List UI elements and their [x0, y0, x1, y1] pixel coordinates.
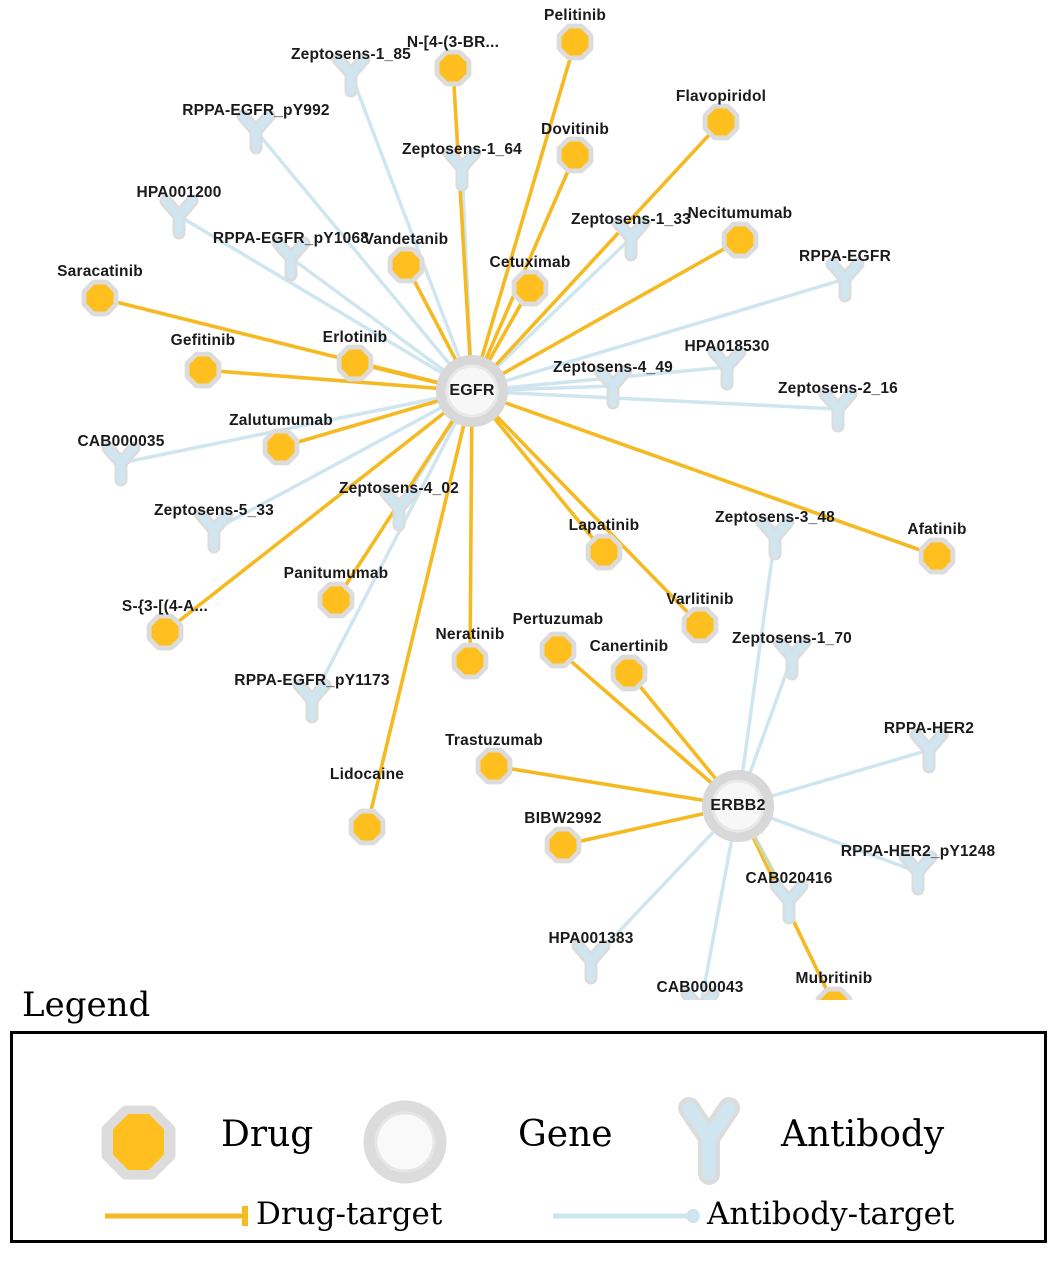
drug-label: Erlotinib — [322, 329, 388, 346]
antibody-label: RPPA-HER2_pY1248 — [840, 843, 996, 860]
antibody-label: HPA001383 — [548, 930, 634, 947]
legend-antibody-icon — [689, 1108, 729, 1174]
drug-node-shape — [551, 833, 575, 857]
drug-label: Cetuximab — [489, 254, 571, 271]
drug-node[interactable] — [561, 28, 589, 56]
drug-label: Vandetanib — [363, 231, 449, 248]
drug-target-edge — [367, 391, 472, 827]
drug-target-edge — [453, 68, 472, 391]
antibody-label: CAB020416 — [745, 870, 833, 887]
drug-node[interactable] — [923, 542, 951, 570]
drug-target-edge — [472, 391, 700, 625]
drug-label: Neratinib — [435, 626, 505, 643]
drug-label: Dovitinib — [540, 121, 610, 138]
drug-node-shape — [518, 276, 542, 300]
drug-label: Pelitinib — [543, 7, 607, 24]
drug-node-shape — [394, 253, 418, 277]
antibody-label: RPPA-EGFR — [799, 248, 891, 265]
legend-label-drug: Drug — [221, 1114, 314, 1155]
antibody-label: Zeptosens-4_02 — [339, 480, 459, 497]
legend-drug-icon — [108, 1112, 169, 1173]
drug-node[interactable] — [615, 659, 643, 687]
drug-node[interactable] — [341, 349, 369, 377]
drug-node[interactable] — [516, 274, 544, 302]
drug-node[interactable] — [322, 586, 350, 614]
drug-node-shape — [563, 30, 587, 54]
drug-label: Lapatinib — [568, 517, 640, 534]
legend-antibody-edge-sample — [553, 1209, 700, 1223]
drug-node[interactable] — [267, 433, 295, 461]
legend-title: Legend — [22, 985, 151, 1025]
antibody-node[interactable] — [108, 448, 134, 480]
drug-label: Pertuzumab — [512, 611, 604, 628]
drug-node[interactable] — [456, 647, 484, 675]
gene-label: EGFR — [449, 382, 495, 399]
drug-node-shape — [617, 661, 641, 685]
drug-node-shape — [441, 56, 465, 80]
gene-label: ERBB2 — [710, 797, 766, 814]
drug-label: Trastuzumab — [445, 732, 543, 749]
drug-node-shape — [925, 544, 949, 568]
antibody-target-edge — [312, 391, 472, 700]
antibody-node-shape — [108, 448, 134, 480]
drug-target-edge — [470, 391, 472, 661]
drug-node-shape — [343, 351, 367, 375]
drug-label: N-[4-(3-BR... — [406, 34, 500, 51]
drug-label: Canertinib — [589, 638, 669, 655]
legend-gene-icon — [370, 1107, 440, 1177]
drug-node[interactable] — [590, 538, 618, 566]
antibody-label: HPA001200 — [136, 184, 222, 201]
drug-node-shape — [88, 286, 112, 310]
drug-node[interactable] — [353, 813, 381, 841]
drug-node-shape — [728, 228, 752, 252]
antibody-label: RPPA-EGFR_pY1068 — [212, 230, 370, 247]
legend-label-drug-target: Drug-target — [256, 1196, 443, 1232]
drug-node[interactable] — [392, 251, 420, 279]
legend — [0, 985, 1059, 1243]
drug-node-shape — [592, 540, 616, 564]
antibody-label: Zeptosens-4_49 — [553, 359, 673, 376]
drug-node-shape — [324, 588, 348, 612]
drug-node[interactable] — [707, 108, 735, 136]
drug-label: Flavopiridol — [675, 88, 767, 105]
antibody-node-shape — [776, 886, 802, 918]
antibody-label: CAB000035 — [77, 433, 165, 450]
antibody-node-shape — [578, 946, 604, 978]
legend-label-antibody-target: Antibody-target — [707, 1196, 955, 1232]
antibody-node[interactable] — [578, 946, 604, 978]
drug-label: Afatinib — [907, 521, 967, 538]
drug-label: Mubritinib — [795, 970, 873, 987]
drug-node-shape — [709, 110, 733, 134]
antibody-node-shape — [166, 201, 192, 233]
drug-label: Necitumumab — [687, 205, 793, 222]
drug-node[interactable] — [549, 831, 577, 859]
drug-node-shape — [355, 815, 379, 839]
antibody-label: Zeptosens-5_33 — [154, 502, 274, 519]
antibody-node[interactable] — [166, 201, 192, 233]
drug-node-shape — [458, 649, 482, 673]
legend-label-gene: Gene — [518, 1114, 613, 1155]
drug-node-shape — [191, 358, 215, 382]
antibody-label: RPPA-EGFR_pY992 — [182, 102, 330, 119]
antibody-label: Zeptosens-1_33 — [571, 211, 691, 228]
drug-node[interactable] — [86, 284, 114, 312]
drug-node-shape — [153, 620, 177, 644]
drug-node-shape — [482, 754, 506, 778]
antibody-label: CAB000043 — [656, 979, 744, 996]
antibody-label: Zeptosens-2_16 — [778, 380, 898, 397]
drug-label: Panitumumab — [283, 565, 389, 582]
drug-node[interactable] — [151, 618, 179, 646]
antibody-label: Zeptosens-1_85 — [291, 46, 411, 63]
antibody-label: RPPA-HER2 — [883, 720, 975, 737]
drug-node[interactable] — [544, 636, 572, 664]
drug-label: BIBW2992 — [524, 810, 602, 827]
legend-label-antibody: Antibody — [781, 1114, 945, 1155]
drug-node-shape — [269, 435, 293, 459]
antibody-node-shape — [905, 857, 931, 889]
legend-drug-edge-sample — [105, 1206, 245, 1226]
antibody-target-edge — [738, 537, 775, 806]
drug-label: Varlitinib — [666, 591, 734, 608]
antibody-label: Zeptosens-1_70 — [732, 630, 852, 647]
antibody-label: HPA018530 — [684, 338, 770, 355]
drug-node[interactable] — [189, 356, 217, 384]
drug-node[interactable] — [480, 752, 508, 780]
drug-node[interactable] — [439, 54, 467, 82]
antibody-node[interactable] — [776, 886, 802, 918]
drug-label: S-{3-[(4-A... — [121, 598, 209, 615]
drug-node-shape — [563, 143, 587, 167]
antibody-label: Zeptosens-1_64 — [402, 141, 522, 158]
drug-node-shape — [546, 638, 570, 662]
drug-node[interactable] — [561, 141, 589, 169]
drug-label: Lidocaine — [329, 766, 405, 783]
drug-label: Gefitinib — [170, 332, 236, 349]
drug-node[interactable] — [726, 226, 754, 254]
drug-node[interactable] — [686, 611, 714, 639]
legend-box — [10, 1031, 1047, 1243]
drug-target-edge — [472, 42, 575, 391]
drug-node-shape — [688, 613, 712, 637]
drug-label: Saracatinib — [57, 263, 143, 280]
antibody-node[interactable] — [905, 857, 931, 889]
antibody-label: RPPA-EGFR_pY1173 — [234, 672, 390, 689]
antibody-label: Zeptosens-3_48 — [715, 509, 835, 526]
drug-label: Zalutumumab — [229, 412, 333, 429]
